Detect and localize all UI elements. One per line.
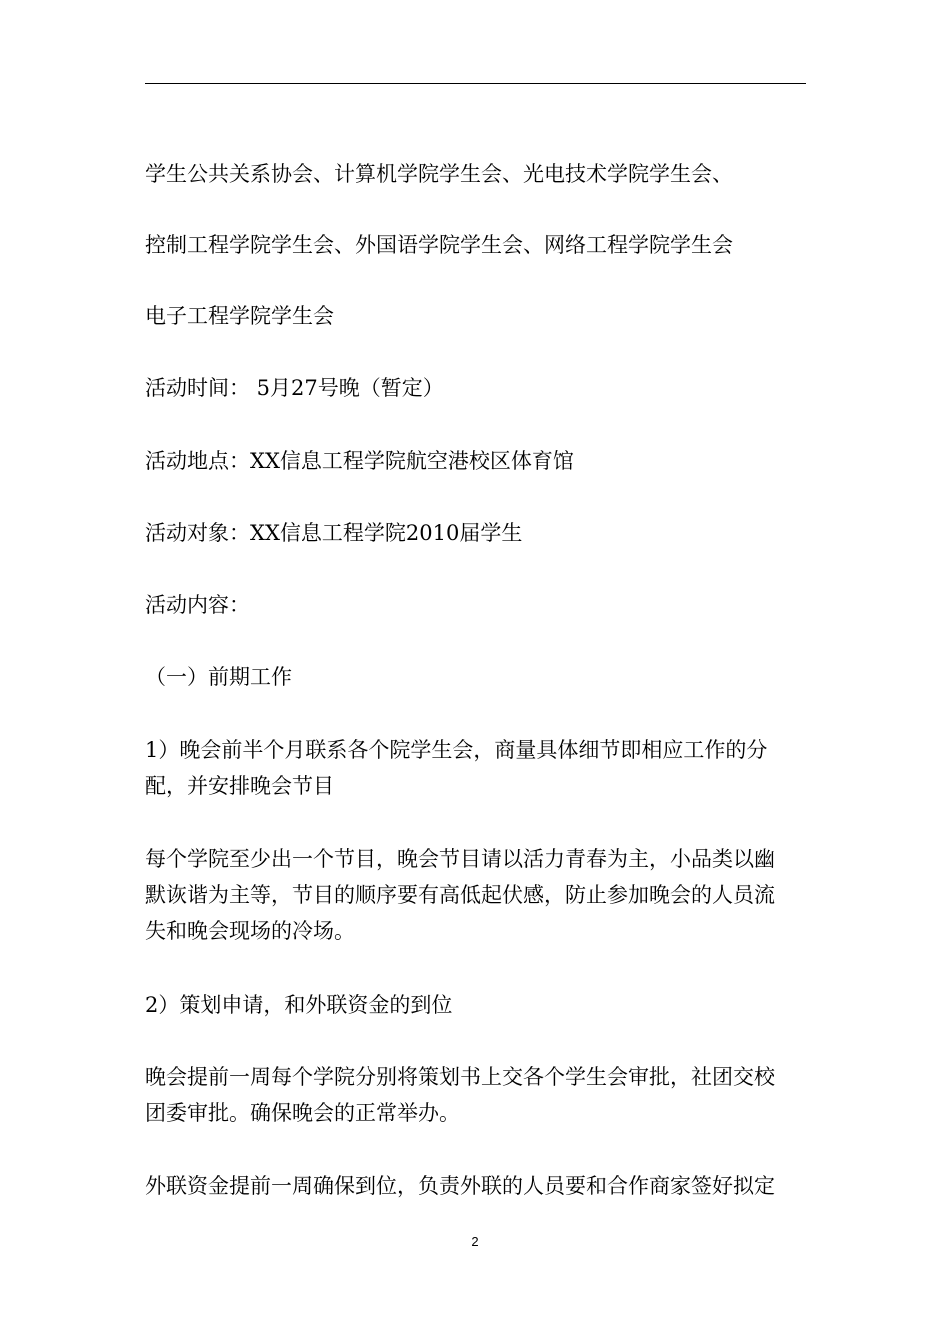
text-line: 活动时间： 5月27号晚（暂定） — [145, 376, 444, 400]
paragraph-proposal-approval — [145, 1059, 809, 1131]
text-line: 默诙谐为主等，节目的顺序要有高低起伏感，防止参加晚会的人员流 — [145, 883, 775, 907]
text-line: 晚会提前一周每个学院分别将策划书上交各个学生会审批，社团交校 — [145, 1065, 775, 1089]
paragraph-organizers-1 — [145, 156, 809, 192]
paragraph-organizers-2 — [145, 227, 809, 263]
text-line: 每个学院至少出一个节目，晚会节目请以活力青春为主，小品类以幽 — [145, 847, 775, 871]
paragraph-activity-location — [145, 443, 809, 479]
text-line: 失和晚会现场的冷场。 — [145, 919, 355, 943]
page-number: 2 — [471, 1234, 479, 1249]
paragraph-activity-time — [145, 370, 809, 406]
text-line: 1）晚会前半个月联系各个院学生会，商量具体细节即相应工作的分 — [145, 738, 768, 762]
paragraph-organizers-3 — [145, 298, 809, 334]
paragraph-item-1 — [145, 732, 809, 804]
paragraph-item-2 — [145, 987, 809, 1023]
section-heading-preparation — [145, 659, 809, 695]
text-line: 团委审批。确保晚会的正常举办。 — [145, 1101, 460, 1125]
paragraph-program-requirements — [145, 841, 809, 949]
text-line: 外联资金提前一周确保到位，负责外联的人员要和合作商家签好拟定 — [145, 1174, 775, 1198]
paragraph-activity-content — [145, 587, 809, 623]
text-line: 控制工程学院学生会、外国语学院学生会、网络工程学院学生会 — [145, 233, 733, 257]
text-line: 学生公共关系协会、计算机学院学生会、光电技术学院学生会、 — [145, 162, 733, 186]
text-line: 配，并安排晚会节目 — [145, 774, 334, 798]
text-line: 活动内容： — [145, 593, 250, 617]
text-line: （一）前期工作 — [145, 665, 292, 689]
header-rule — [145, 83, 806, 84]
text-line: 电子工程学院学生会 — [145, 304, 334, 328]
text-line: 活动对象：XX信息工程学院2010届学生 — [145, 521, 523, 545]
paragraph-activity-audience — [145, 515, 809, 551]
text-line: 活动地点：XX信息工程学院航空港校区体育馆 — [145, 449, 574, 473]
text-line: 2）策划申请，和外联资金的到位 — [145, 993, 453, 1017]
paragraph-sponsorship-funds — [145, 1168, 809, 1204]
